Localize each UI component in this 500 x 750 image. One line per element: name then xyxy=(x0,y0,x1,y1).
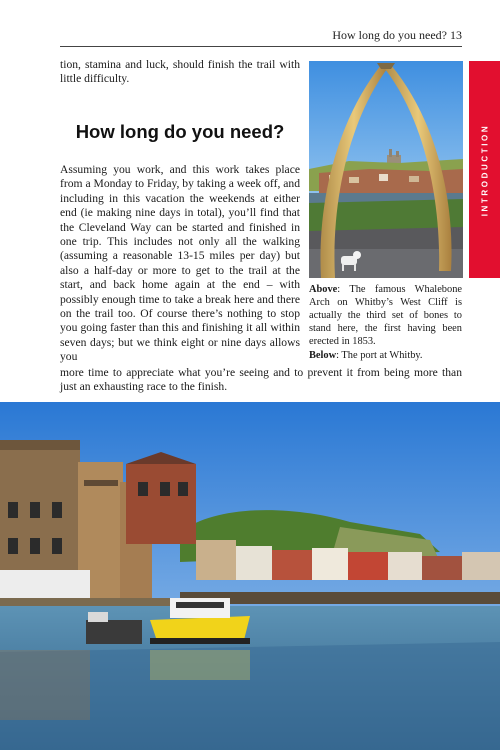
caption-below-label: Below xyxy=(309,350,337,362)
main-paragraph: Assuming you work, and this work takes place from a Monday to Friday, by taking a week off, and including in this vacation the weekends at either end (ie making nine days in total), you’ll find that the Cleveland Way can be started and finished in one trip. This includes not only all the walking (assuming a reasonable 13-15 miles per day) but also a half-day or more to get to the trail at the start, and back home again at the end – with possibly enough time to take a break here and there on the trail too. Of course there’s nothing to stop you going faster than this and finishing it all within seven days; but we think eight or nine days allows you xyxy=(60,163,300,364)
whalebone-arch-photo xyxy=(309,61,463,278)
whitby-port-photo xyxy=(0,402,500,750)
running-head: How long do you need? 13 xyxy=(332,28,462,42)
caption-above-label: Above xyxy=(309,284,338,295)
photo-caption xyxy=(309,283,462,363)
main-paragraph-continued: more time to appreciate what you’re seeing and to prevent it from being more than just an exhausting race to the finish. xyxy=(60,366,462,394)
section-tab-label: INTRODUCTION xyxy=(480,123,489,216)
section-heading: How long do you need? xyxy=(75,121,285,142)
header-rule xyxy=(60,46,462,47)
section-tab xyxy=(469,61,500,278)
caption-above-text: : The famous Whalebone Arch on Whitby’s West Cliff is actually the third set of bones to stand here, the first having been erected in 1853. xyxy=(309,284,462,348)
opening-text: tion, stamina and luck, should finish the trail with little difficulty. xyxy=(60,58,300,86)
caption-below-text: : The port at Whitby. xyxy=(336,350,423,362)
